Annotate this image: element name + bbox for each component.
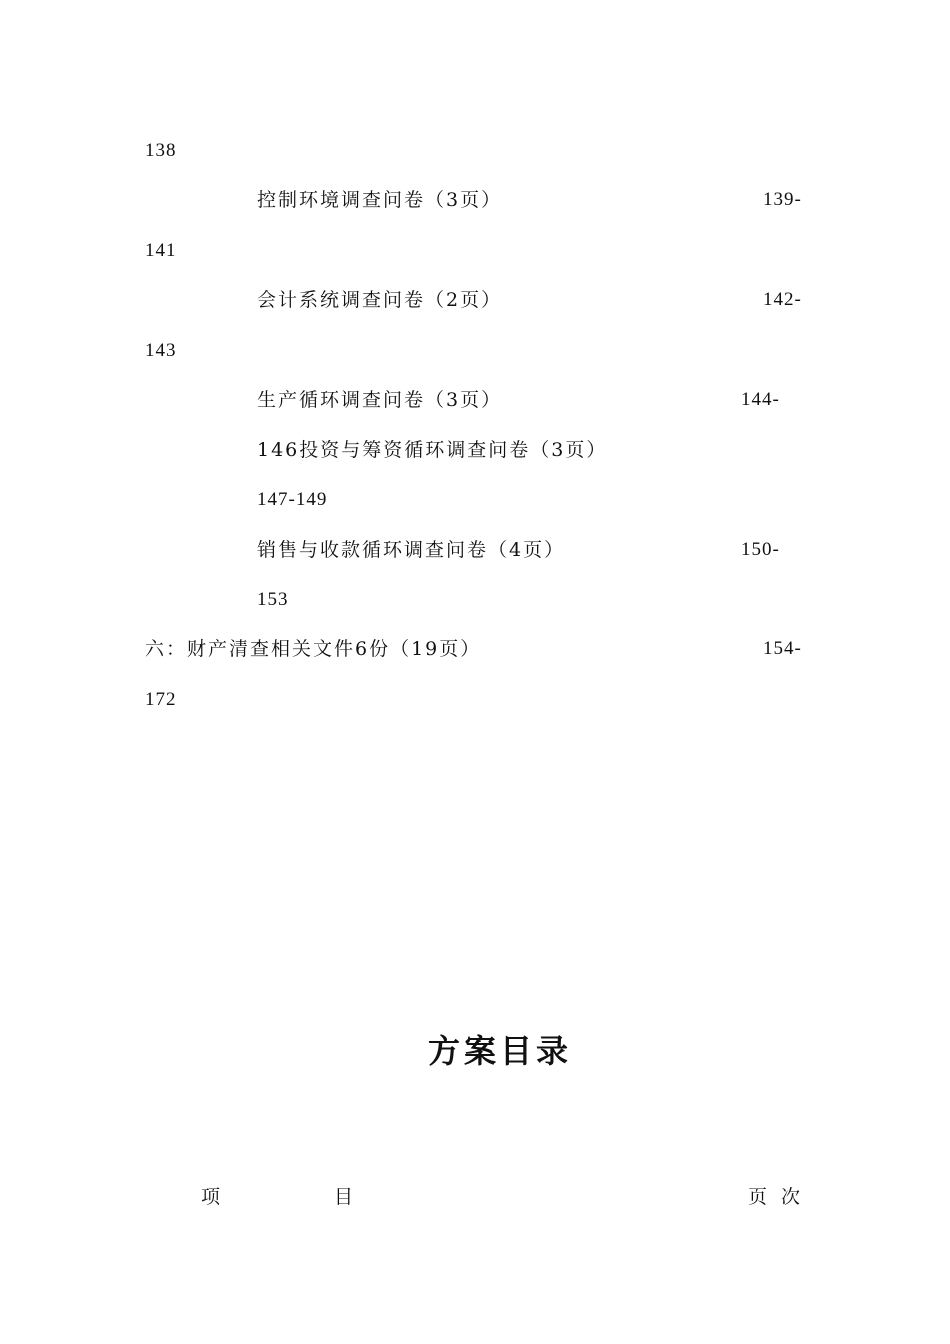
toc-entry-investment-financing-questionnaire: 146投资与筹资循环调查问卷（3页） (257, 439, 608, 461)
toc-entry-page-range: 150- (741, 539, 780, 560)
toc-entry-page-range: 147-149 (257, 489, 328, 510)
plan-toc-title: 方案目录 (427, 1032, 572, 1070)
column-header-page: 页 次 (748, 1186, 805, 1208)
toc-section-six-property-inventory: 六：财产清查相关文件6份（19页） (145, 638, 482, 660)
toc-entry-control-environment-questionnaire: 控制环境调查问卷（3页） (257, 189, 503, 211)
page-number-continuation: 172 (145, 689, 177, 710)
toc-entry-accounting-system-questionnaire: 会计系统调查问卷（2页） (257, 289, 503, 311)
toc-entry-page-range: 154- (763, 638, 802, 659)
page-number-continuation: 153 (257, 589, 289, 610)
toc-entry-page-range: 139- (763, 189, 802, 210)
page-number-continuation: 141 (145, 240, 177, 261)
toc-entry-sales-collection-questionnaire: 销售与收款循环调查问卷（4页） (257, 539, 566, 561)
toc-entry-page-range: 142- (763, 289, 802, 310)
page-number-continuation: 143 (145, 340, 177, 361)
toc-entry-production-cycle-questionnaire: 生产循环调查问卷（3页） (257, 389, 503, 411)
page-number-continuation: 138 (145, 140, 177, 161)
column-header-item: 项 (201, 1186, 221, 1208)
column-header-item-second-char: 目 (334, 1186, 354, 1208)
toc-entry-page-range: 144- (741, 389, 780, 410)
